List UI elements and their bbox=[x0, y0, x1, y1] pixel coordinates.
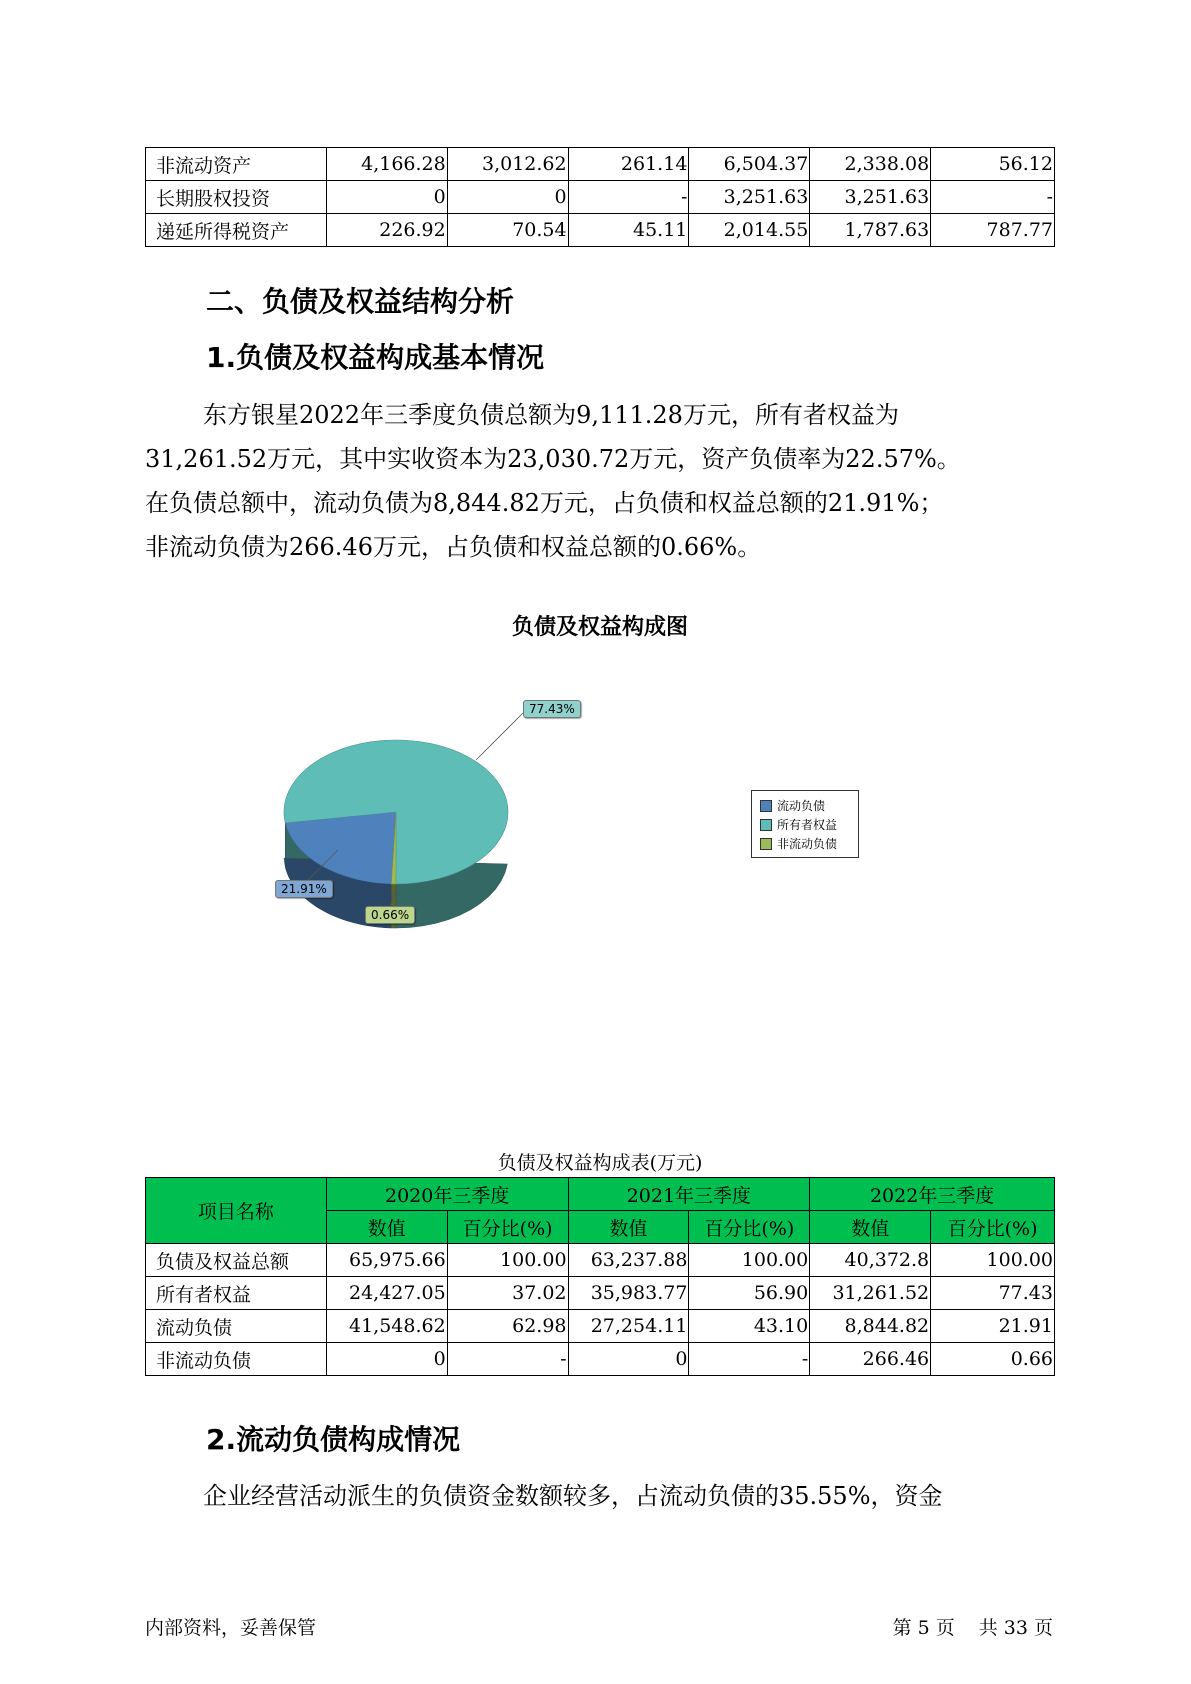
paragraph-current-liability bbox=[145, 1474, 1060, 1518]
legend-label: 所有者权益 bbox=[777, 818, 838, 832]
paragraph-line: 非流动负债为266.46万元，占负债和权益总额的0.66%。 bbox=[145, 533, 762, 561]
header-period: 2021年三季度 bbox=[568, 1178, 810, 1211]
table-row: 负债及权益总额 65,975.66 100.00 63,237.88 100.00 40,372.8 100.00 bbox=[146, 1244, 1055, 1277]
paragraph-line: 企业经营活动派生的负债资金数额较多，占流动负债的35.55%，资金 bbox=[203, 1482, 943, 1510]
legend-label: 非流动负债 bbox=[777, 837, 838, 851]
paragraph-liability-summary bbox=[145, 393, 1060, 569]
table-row: 递延所得税资产 226.92 70.54 45.11 2,014.55 1,787.63 787.77 bbox=[146, 214, 1055, 247]
chart-legend bbox=[751, 790, 859, 858]
header-item-name: 项目名称 bbox=[146, 1178, 327, 1244]
header-value: 数值 bbox=[326, 1211, 447, 1244]
header-value: 数值 bbox=[568, 1211, 689, 1244]
asset-table-continued bbox=[145, 147, 1055, 247]
header-percent: 百分比(%) bbox=[931, 1211, 1055, 1244]
subsection-title: 2.流动负债构成情况 bbox=[206, 1423, 461, 1456]
paragraph-line: 东方银星2022年三季度负债总额为9,111.28万元，所有者权益为 bbox=[203, 401, 899, 429]
header-period: 2020年三季度 bbox=[326, 1178, 568, 1211]
total-pages: 33 bbox=[1003, 1617, 1028, 1639]
paragraph-line: 在负债总额中，流动负债为8,844.82万元，占负债和权益总额的21.91%； bbox=[145, 489, 944, 517]
section-title: 二、负债及权益结构分析 bbox=[206, 285, 515, 318]
footer-page-number: 第 5 页 共 33 页 bbox=[892, 1617, 1053, 1639]
legend-swatch bbox=[760, 800, 772, 812]
data-label-noncurrent-liability: 0.66% bbox=[365, 906, 415, 924]
header-percent: 百分比(%) bbox=[689, 1211, 810, 1244]
legend-swatch bbox=[760, 819, 772, 831]
header-period: 2022年三季度 bbox=[810, 1178, 1055, 1211]
footer-confidential-note: 内部资料，妥善保管 bbox=[145, 1617, 317, 1639]
data-label-equity: 77.43% bbox=[523, 700, 581, 718]
table-row: 非流动资产 4,166.28 3,012.62 261.14 6,504.37 2,338.08 56.12 bbox=[146, 148, 1055, 181]
legend-item bbox=[760, 834, 858, 853]
data-label-current-liability: 21.91% bbox=[275, 880, 333, 898]
liability-equity-table bbox=[145, 1177, 1055, 1376]
paragraph-line: 31,261.52万元，其中实收资本为23,030.72万元，资产负债率为22.57%。 bbox=[145, 445, 961, 473]
subsection-title: 1.负债及权益构成基本情况 bbox=[206, 341, 545, 374]
legend-swatch bbox=[760, 838, 772, 850]
leader-line bbox=[476, 713, 523, 760]
header-value: 数值 bbox=[810, 1211, 931, 1244]
table-row: 长期股权投资 0 0 - 3,251.63 3,251.63 - bbox=[146, 181, 1055, 214]
legend-item bbox=[760, 796, 858, 815]
table-row: 非流动负债 0 - 0 - 266.46 0.66 bbox=[146, 1343, 1055, 1376]
table-row: 流动负债 41,548.62 62.98 27,254.11 43.10 8,844.82 21.91 bbox=[146, 1310, 1055, 1343]
table-caption: 负债及权益构成表(万元) bbox=[497, 1152, 703, 1174]
table-header-row bbox=[146, 1178, 1055, 1211]
table-row: 所有者权益 24,427.05 37.02 35,983.77 56.90 31,261.52 77.43 bbox=[146, 1277, 1055, 1310]
current-page: 5 bbox=[917, 1617, 930, 1639]
legend-item bbox=[760, 815, 858, 834]
legend-label: 流动负债 bbox=[777, 799, 826, 813]
chart-title: 负债及权益构成图 bbox=[511, 615, 688, 640]
header-percent: 百分比(%) bbox=[447, 1211, 568, 1244]
